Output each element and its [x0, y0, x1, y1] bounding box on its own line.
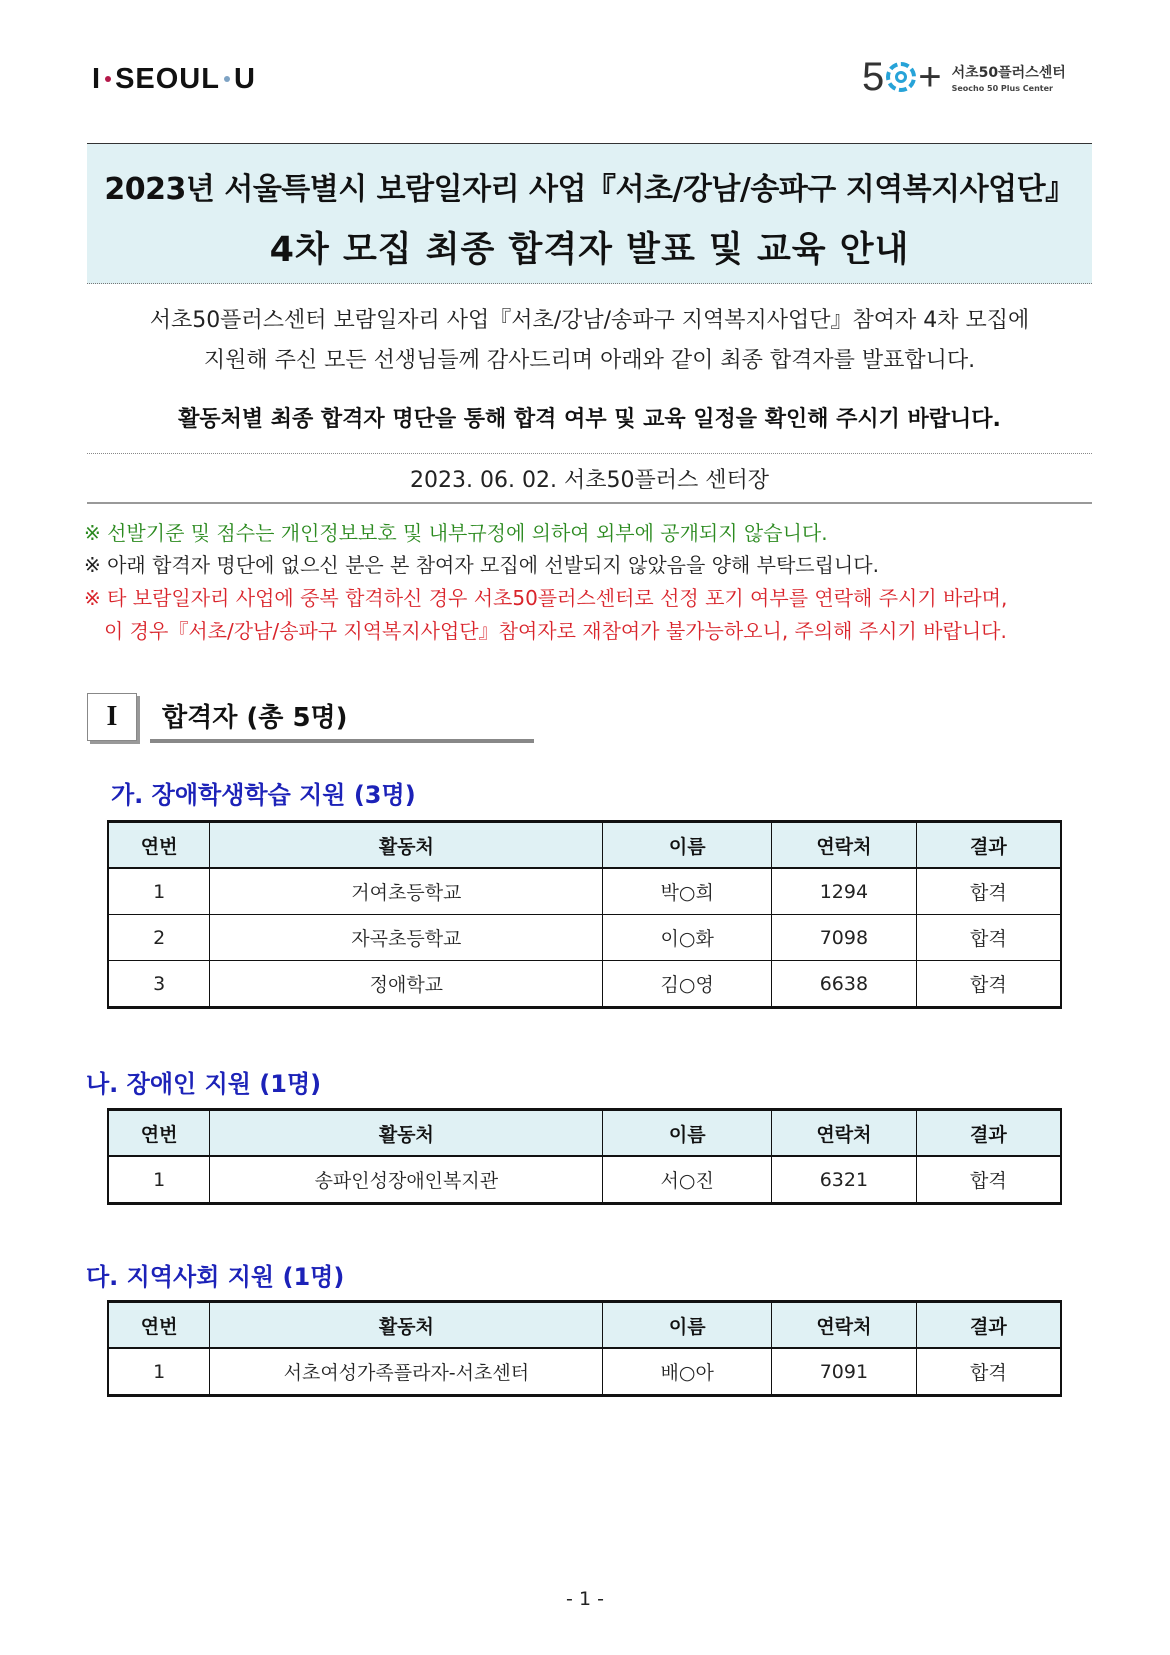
col-header-contact: 연락처 — [772, 1110, 917, 1157]
group-heading-student-support: 가. 장애학생학습 지원 (3명) — [111, 781, 416, 809]
col-header-name: 이름 — [603, 1110, 772, 1157]
page-number: - 1 - — [566, 1588, 604, 1610]
logo-five: 5 — [862, 55, 885, 99]
cell-place: 거여초등학교 — [210, 868, 603, 915]
note-duplicate-1: ※ 타 보람일자리 사업에 중복 합격하신 경우 서초50플러스센터로 선정 포기 여부를 연락해 주시기 바라며, — [84, 586, 1008, 610]
col-header-no: 연번 — [108, 1302, 210, 1349]
col-header-no: 연번 — [108, 822, 210, 869]
cell-no: 1 — [108, 1156, 210, 1204]
cell-no: 2 — [108, 915, 210, 961]
intro-line-1: 서초50플러스센터 보람일자리 사업『서초/강남/송파구 지역복지사업단』참여자 4차 모집에 — [149, 308, 1030, 333]
cell-contact: 7091 — [772, 1348, 917, 1396]
divider-dotted — [87, 453, 1092, 454]
results-table-community-support — [107, 1300, 1062, 1397]
cell-no: 1 — [108, 868, 210, 915]
col-header-no: 연번 — [108, 1110, 210, 1157]
cell-result: 합격 — [916, 1156, 1061, 1204]
table-row — [108, 1348, 1061, 1396]
cell-name: 배○아 — [603, 1348, 772, 1396]
col-header-result: 결과 — [916, 1302, 1061, 1349]
col-header-name: 이름 — [603, 1302, 772, 1349]
col-header-contact: 연락처 — [772, 1302, 917, 1349]
col-header-name: 이름 — [603, 822, 772, 869]
title-line-1: 2023년 서울특별시 보람일자리 사업『서초/강남/송파구 지역복지사업단』 — [104, 172, 1075, 207]
cell-name: 박○희 — [603, 868, 772, 915]
divider-solid — [87, 502, 1092, 504]
table-header-row — [108, 1110, 1061, 1157]
col-header-place: 활동처 — [210, 822, 603, 869]
logo-dot-blue — [224, 76, 230, 82]
note-not-selected: ※ 아래 합격자 명단에 없으신 분은 본 참여자 모집에 선발되지 않았음을 양해 부탁드립니다. — [84, 553, 879, 577]
cell-contact: 1294 — [772, 868, 917, 915]
cell-result: 합격 — [916, 915, 1061, 961]
cell-result: 합격 — [916, 868, 1061, 915]
note-duplicate-2: 이 경우『서초/강남/송파구 지역복지사업단』참여자로 재참여가 불가능하오니, 주의해 주시기 바랍니다. — [104, 619, 1007, 643]
group-heading-disabled-support: 나. 장애인 지원 (1명) — [86, 1070, 322, 1098]
col-header-result: 결과 — [916, 822, 1061, 869]
table-row — [108, 1156, 1061, 1204]
table-row — [108, 868, 1061, 915]
table-header-row — [108, 822, 1061, 869]
group-heading-community-support: 다. 지역사회 지원 (1명) — [86, 1263, 345, 1291]
cell-place: 자곡초등학교 — [210, 915, 603, 961]
results-table-disabled-support — [107, 1108, 1062, 1205]
title-line-2: 4차 모집 최종 합격자 발표 및 교육 안내 — [269, 230, 910, 270]
logo-text-u: U — [233, 62, 256, 95]
cell-contact: 6321 — [772, 1156, 917, 1204]
signature-date: 2023. 06. 02. 서초50플러스 센터장 — [410, 468, 769, 493]
cell-result: 합격 — [916, 961, 1061, 1008]
logo-name-en: Seocho 50 Plus Center — [951, 83, 1053, 93]
section-title: 합격자 (총 5명) — [162, 703, 348, 733]
logo-dot-red — [105, 76, 111, 82]
cell-no: 3 — [108, 961, 210, 1008]
cell-contact: 7098 — [772, 915, 917, 961]
logo-text-seoul: SEOUL — [115, 62, 220, 95]
cell-contact: 6638 — [772, 961, 917, 1008]
target-ring-icon — [886, 62, 916, 92]
title-box — [87, 143, 1092, 284]
cell-name: 김○영 — [603, 961, 772, 1008]
logo-name-ko: 서초50플러스센터 — [951, 64, 1066, 81]
cell-name: 이○화 — [603, 915, 772, 961]
cell-place: 서초여성가족플라자-서초센터 — [210, 1348, 603, 1396]
seocho-50-plus-logo — [862, 52, 1066, 102]
results-table-student-support — [107, 820, 1062, 1009]
intro-bold-line: 활동처별 최종 합격자 명단을 통해 합격 여부 및 교육 일정을 확인해 주시기 바랍니다. — [178, 407, 1001, 432]
cell-result: 합격 — [916, 1348, 1061, 1396]
cell-name: 서○진 — [603, 1156, 772, 1204]
cell-place: 송파인성장애인복지관 — [210, 1156, 603, 1204]
col-header-contact: 연락처 — [772, 822, 917, 869]
table-header-row — [108, 1302, 1061, 1349]
col-header-place: 활동처 — [210, 1302, 603, 1349]
section-number-box: I — [87, 693, 137, 741]
intro-line-2: 지원해 주신 모든 선생님들께 감사드리며 아래와 같이 최종 합격자를 발표합니다. — [203, 348, 976, 373]
note-privacy: ※ 선발기준 및 점수는 개인정보보호 및 내부규정에 의하여 외부에 공개되지 않습니다. — [84, 521, 828, 545]
logo-text-i: I — [92, 62, 102, 95]
cell-place: 정애학교 — [210, 961, 603, 1008]
table-row — [108, 915, 1061, 961]
col-header-place: 활동처 — [210, 1110, 603, 1157]
cell-no: 1 — [108, 1348, 210, 1396]
col-header-result: 결과 — [916, 1110, 1061, 1157]
section-underline — [150, 739, 534, 743]
table-row — [108, 961, 1061, 1008]
i-seoul-u-logo — [92, 62, 256, 96]
logo-plus: + — [918, 55, 942, 99]
